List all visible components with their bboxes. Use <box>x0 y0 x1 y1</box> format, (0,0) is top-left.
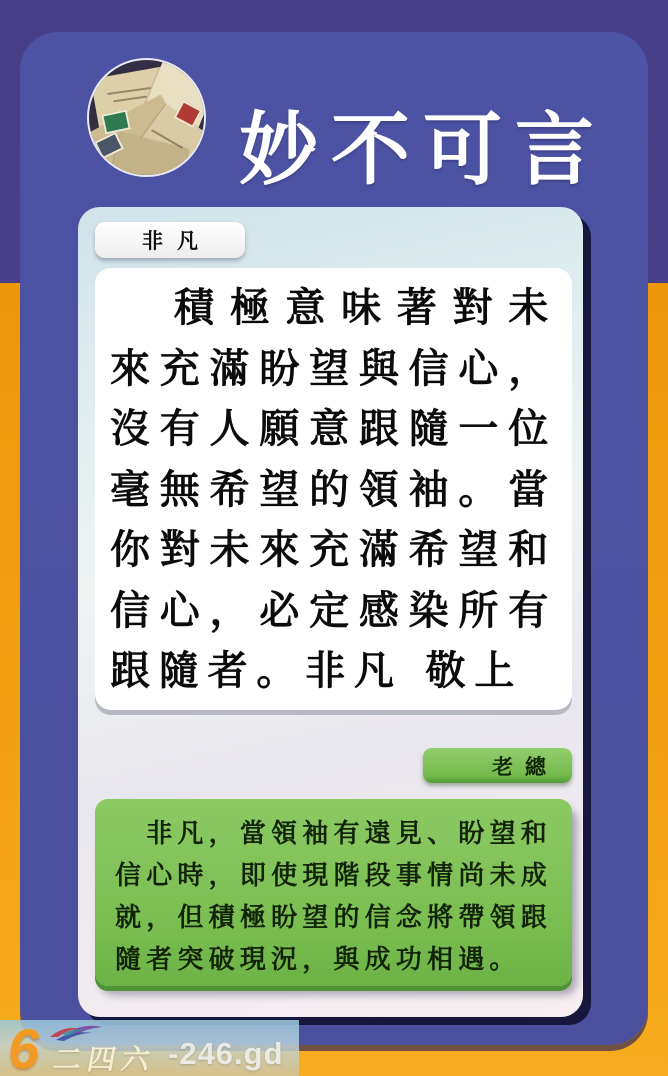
message-bubble-left <box>95 268 572 710</box>
reply-name-tag: 老總 <box>423 748 572 783</box>
watermark-logo: 6 <box>8 1017 40 1076</box>
main-card <box>20 32 648 1045</box>
watermark-brand: 二四六 <box>50 1043 159 1076</box>
page-title: 妙不可言 <box>239 105 607 194</box>
message-text: 積極意味著對未來充滿盼望與信心，沒有人願意跟隨一位毫無希望的領袖。當你對未來充滿希望和信心，必定感染所有跟隨者。非凡 敬上 <box>110 284 557 694</box>
envelopes-avatar <box>87 58 206 177</box>
message-text: 非凡，當領袖有遠見、盼望和信心時，即使現階段事情尚未成就，但積極盼望的信念將帶領跟隨者突破現況，與成功相遇。 <box>115 819 552 975</box>
sender-name-tag: 非凡 <box>95 222 245 258</box>
watermark-domain-link[interactable]: -246.gd <box>168 1036 284 1071</box>
chat-panel <box>78 207 583 1017</box>
watermark-bar <box>0 1017 299 1076</box>
message-bubble-right <box>95 799 572 986</box>
